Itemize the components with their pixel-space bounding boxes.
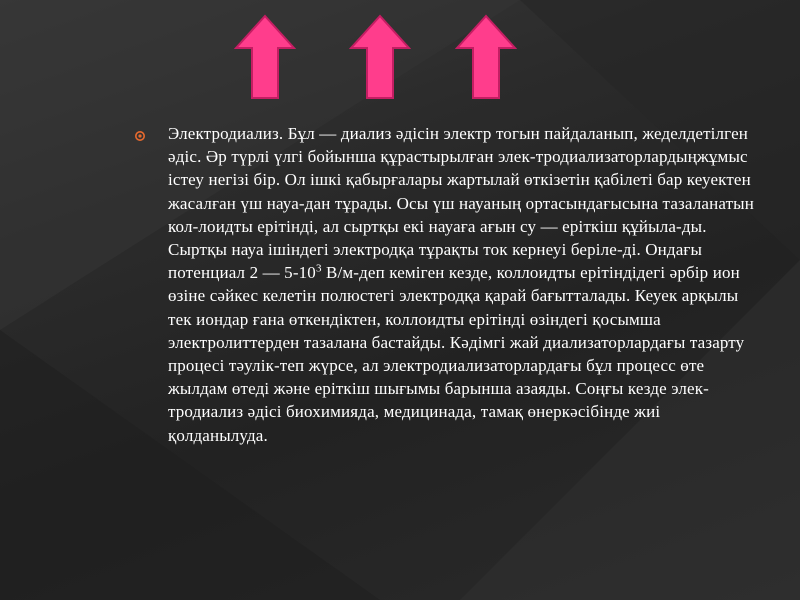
body-paragraph (168, 122, 758, 447)
arrow-up-icon (349, 14, 411, 100)
arrow-up-icon (234, 14, 296, 100)
body-text-part2: В/м-деп кеміген кезде, коллоидты ерітіндідегі әрбір ион өзіне сәйкес келетін полюстегі электродқа қарай бағытталады. Кеуек арқылы тек иондар ғана өткендіктен, коллоидты ерітінді өзіндегі қосымша электролиттерден тазалана бастайды. Кәдімгі жай диализаторлардағы тазарту процесі тәулік-теп жүрсе, ал электродиализаторлардағы бұл процесс өте жылдам өтеді және еріткіш шығымы барынша азаяды. Соңғы кезде элек-тродиализ әдісі биохимияда, медицинада, тамақ өнеркәсібінде жиі қолданылуда. (168, 263, 745, 445)
circle-bullet-icon (134, 130, 146, 142)
arrow-up-icon (455, 14, 517, 100)
exponent-superscript: 3 (315, 262, 322, 275)
body-text-part1: Электродиализ. Бұл — диализ әдісін электр тогын пайдаланып, жеделдетілген әдіс. Әр түрлі үлгі бойынша құрастырылған элек-тродиализаторлардыңжұмыс істеу негізі бір. Ол ішкі қабырғалары жартылай өткізетін қабілеті бар кеуектен жасалған үш науа-дан тұрады. Осы үш науаның ортасындағысына тазаланатын кол-лоидты ерітінді, ал сыртқы екі науаға ағын су — еріткіш құйыла-ды. Сыртқы науа ішіндегі электродқа тұрақты ток кернеуі беріле-ді. Ондағы потенциал 2 — 5-10 (168, 124, 754, 283)
